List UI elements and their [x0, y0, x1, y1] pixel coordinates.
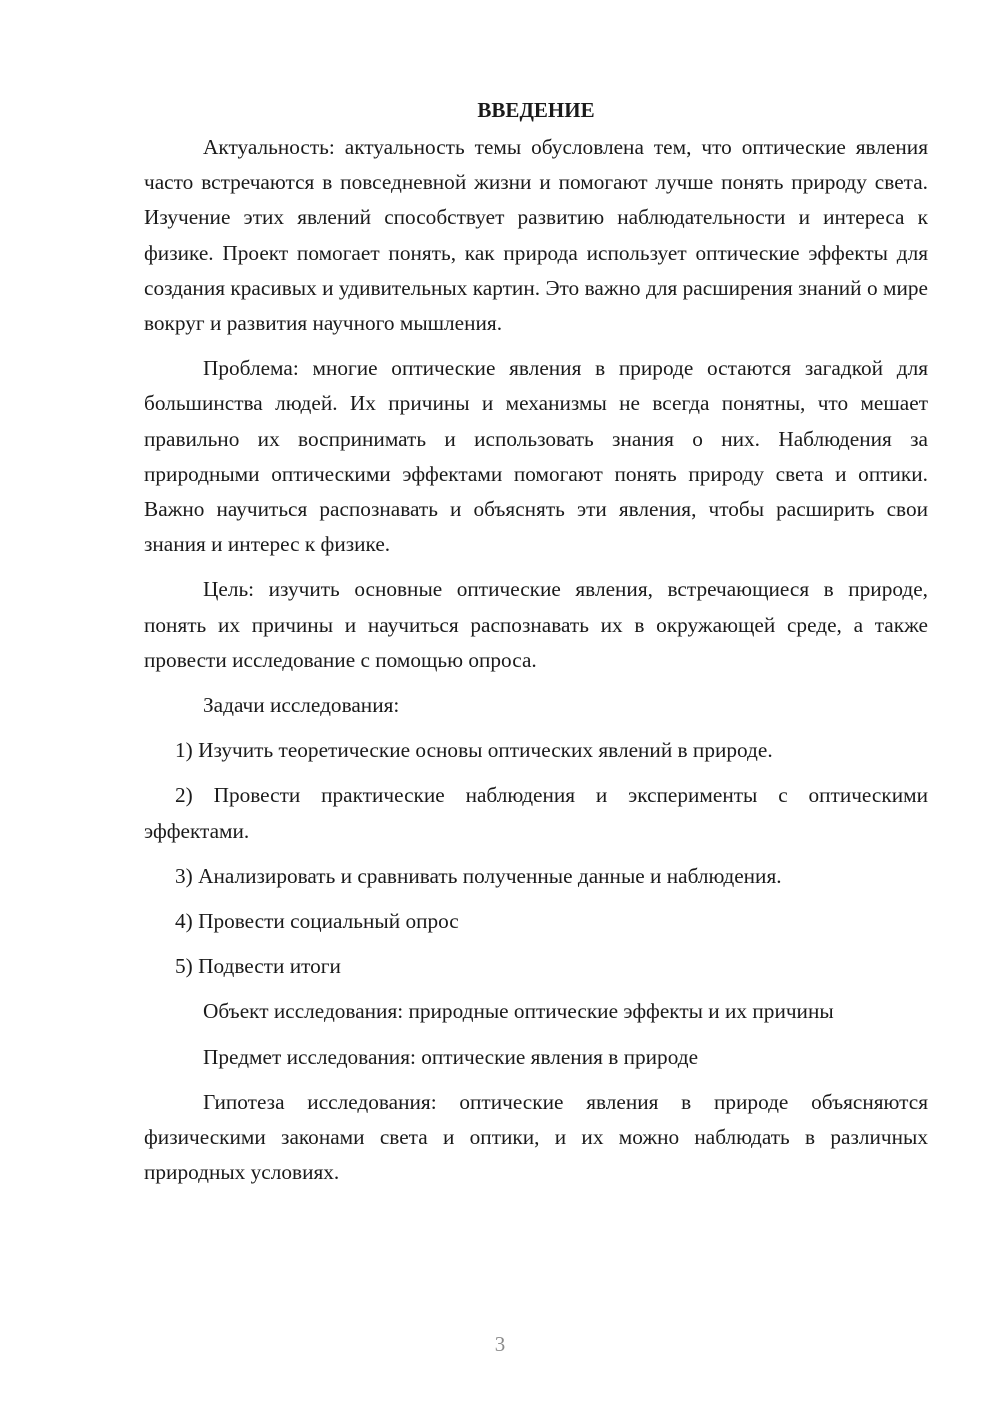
task-item: 5) Подвести итоги — [175, 954, 341, 979]
object-paragraph: Объект исследования: природные оптические эффекты и их причины — [203, 999, 834, 1024]
subject-paragraph: Предмет исследования: оптические явления в природе — [203, 1044, 699, 1069]
page-number: 3 — [494, 1332, 506, 1356]
document-page — [144, 92, 928, 1200]
task-item: 4) Провести социальный опрос — [175, 909, 459, 934]
tasks-title: Задачи исследования: — [203, 693, 400, 718]
problem-paragraph: Проблема: многие оптические явления в природе остаются загадкой для большинства людей. Их причины и механизмы не всегда понятны, что мешает правильно их воспринимать и использовать знания о них. Наблюдения за природными оптическими эффектами помогают понять природу света и оптики. Важно научиться распознавать и объяснять эти явления, чтобы расширить свои знания и интерес к физике. — [144, 356, 928, 557]
relevance-paragraph: Актуальность: актуальность темы обусловлена тем, что оптические явления часто встречаются в повседневной жизни и помогают лучше понять природу света. Изучение этих явлений способствует развитию наблюдательности и интереса к физике. Проект помогает понять, как природа использует оптические эффекты для создания красивых и удивительных картин. Это важно для расширения знаний о мире вокруг и развития научного мышления. — [144, 135, 928, 336]
hypothesis-paragraph: Гипотеза исследования: оптические явления в природе объясняются физическими законами света и оптики, и их можно наблюдать в различных природных условиях. — [144, 1089, 928, 1185]
tasks-list — [144, 733, 928, 984]
task-item: 3) Анализировать и сравнивать полученные данные и наблюдения. — [175, 863, 782, 888]
task-item: 2) Провести практические наблюдения и эксперименты с оптическими эффектами. — [144, 783, 928, 843]
section-heading: ВВЕДЕНИЕ — [477, 98, 595, 122]
goal-paragraph: Цель: изучить основные оптические явления, встречающиеся в природе, понять их причины и научиться распознавать их в окружающей среде, а также провести исследование с помощью опроса. — [144, 577, 928, 672]
task-item: 1) Изучить теоретические основы оптических явлений в природе. — [175, 738, 773, 763]
